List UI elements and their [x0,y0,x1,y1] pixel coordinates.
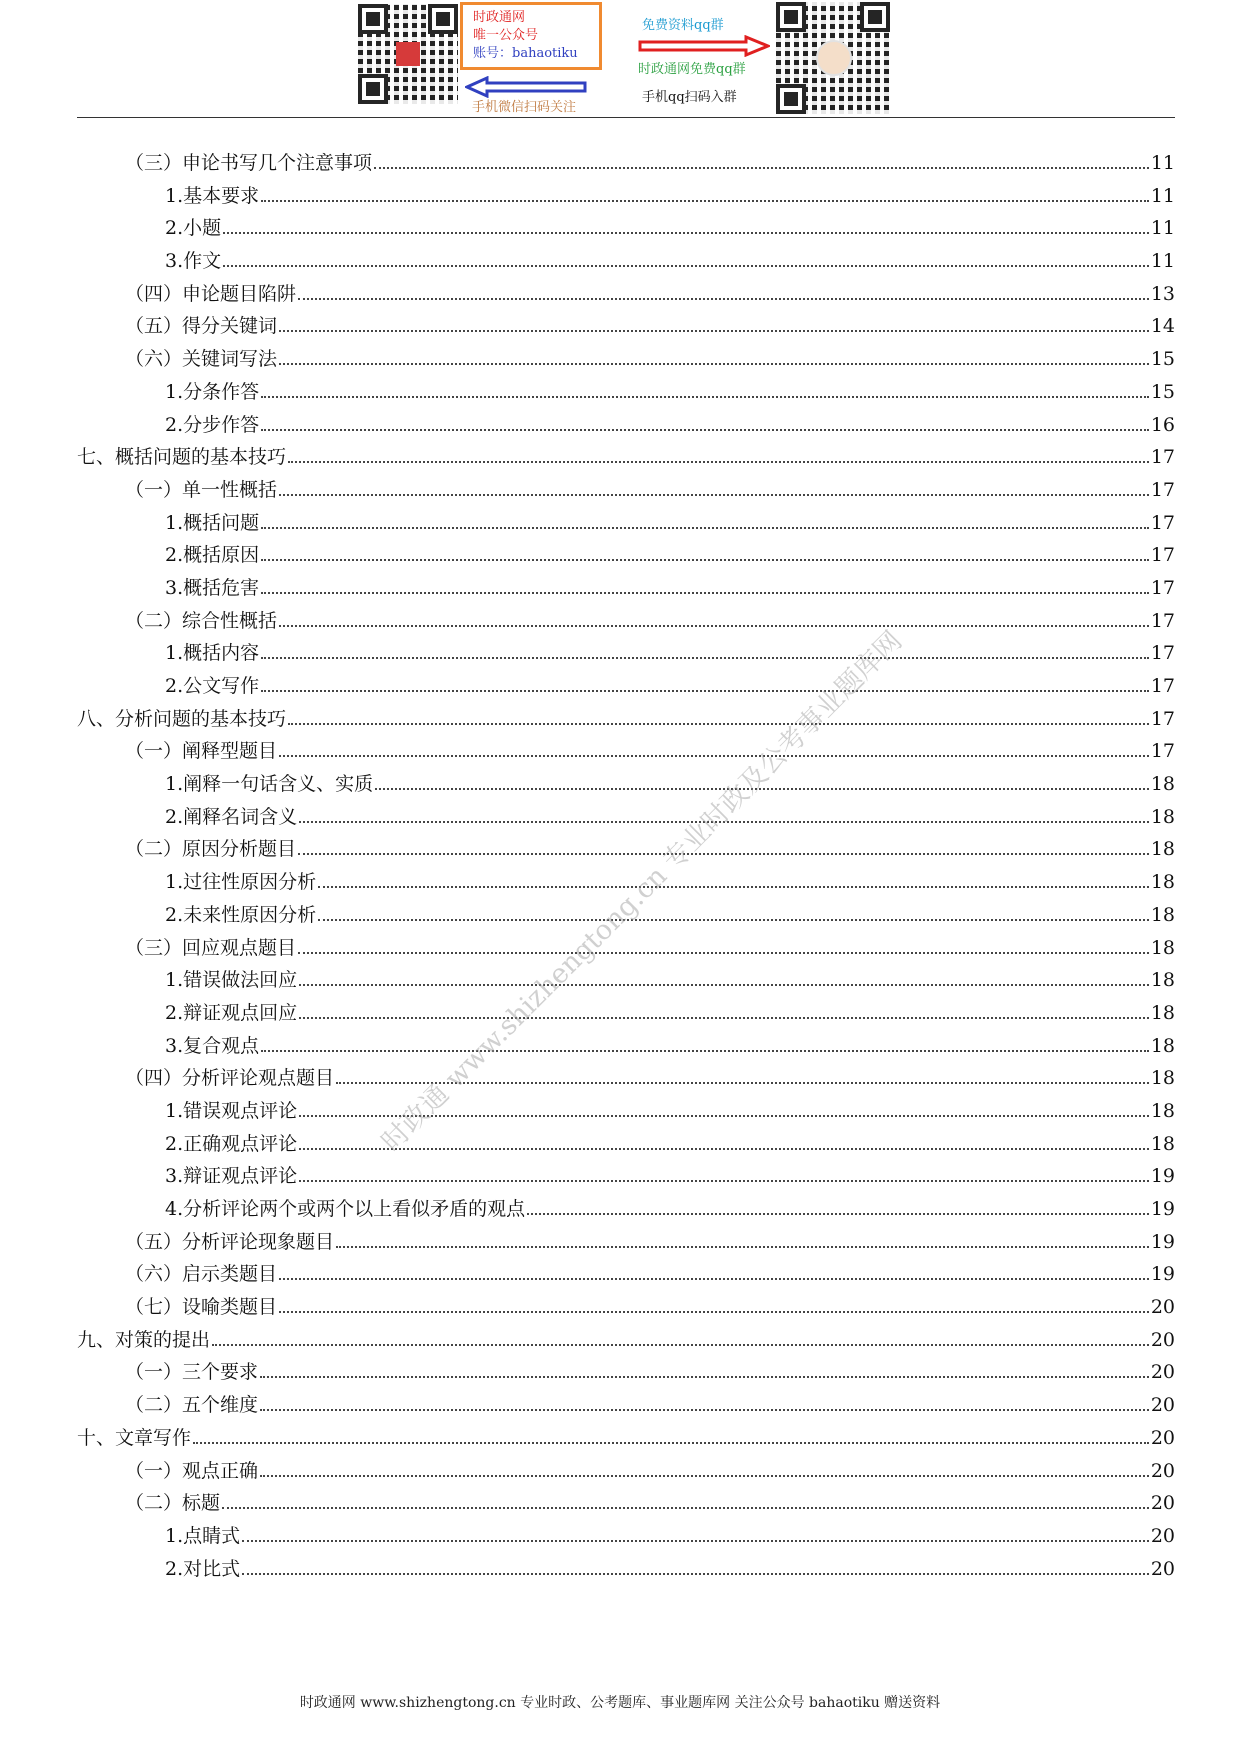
qr-logo [396,42,420,66]
dot-leader [261,1050,1149,1052]
toc-entry-page: 17 [1150,446,1175,469]
toc-entry-page: 19 [1150,1230,1175,1253]
toc-entry[interactable] [77,704,1175,737]
toc-entry-label: （七）设喻类题目 [125,1296,278,1319]
toc-entry-page: 18 [1150,1067,1175,1090]
toc-entry-page: 11 [1150,250,1175,273]
toc-entry-page: 17 [1150,707,1175,730]
toc-entry-page: 15 [1150,348,1175,371]
toc-entry[interactable] [77,671,1175,704]
toc-entry-label: 2.小题 [165,217,222,240]
dot-leader [242,1540,1149,1542]
toc-entry-label: 七、概括问题的基本技巧 [77,446,287,469]
toc-entry-label: 九、对策的提出 [77,1328,211,1351]
toc-entry-label: （六）启示类题目 [125,1263,278,1286]
dot-leader [288,461,1149,463]
toc-entry-label: （五）分析评论现象题目 [125,1230,335,1253]
dot-leader [261,592,1149,594]
toc-entry[interactable] [77,540,1175,573]
toc-entry[interactable] [77,638,1175,671]
toc-entry-label: （一）观点正确 [125,1459,259,1482]
dot-leader [318,919,1149,921]
toc-entry[interactable] [77,1521,1175,1554]
toc-entry[interactable] [77,1357,1175,1390]
toc-entry-page: 14 [1150,315,1175,338]
toc-entry[interactable] [77,1161,1175,1194]
toc-entry[interactable] [77,1227,1175,1260]
dot-leader [223,265,1149,267]
toc-entry-page: 18 [1150,773,1175,796]
toc-entry[interactable] [77,410,1175,443]
toc-entry[interactable] [77,573,1175,606]
toc-entry-page: 20 [1150,1557,1175,1580]
toc-entry[interactable] [77,1194,1175,1227]
toc-entry-page: 18 [1150,838,1175,861]
box-line: 唯一公众号 [473,28,539,43]
toc-entry-label: （一）三个要求 [125,1361,259,1384]
toc-entry[interactable] [77,965,1175,998]
dot-leader [279,1278,1149,1280]
toc-entry[interactable] [77,1554,1175,1587]
toc-entry-page: 18 [1150,871,1175,894]
toc-entry-page: 18 [1150,1034,1175,1057]
dot-leader [223,232,1149,234]
toc-entry-page: 17 [1150,511,1175,534]
dot-leader [288,723,1149,725]
dot-leader [193,1442,1149,1444]
toc-entry-label: （二）综合性概括 [125,609,278,632]
toc-entry[interactable] [77,1259,1175,1292]
toc-entry-page: 17 [1150,740,1175,763]
box-line: 账号：bahaotiku [473,46,578,61]
toc-entry-label: （五）得分关键词 [125,315,278,338]
toc-entry-label: 十、文章写作 [77,1426,192,1449]
toc-entry-page: 17 [1150,609,1175,632]
toc-entry-page: 18 [1150,1132,1175,1155]
toc-entry-page: 19 [1150,1165,1175,1188]
toc-entry[interactable] [77,1063,1175,1096]
dot-leader [279,1311,1149,1313]
toc-entry-label: 1.点睛式 [165,1524,241,1547]
toc-entry[interactable] [77,802,1175,835]
toc-entry-label: 2.正确观点评论 [165,1132,298,1155]
qq-caption: 手机qq扫码入群 [642,90,737,105]
arrow-left-icon [465,76,590,98]
toc-entry[interactable] [77,148,1175,181]
toc-entry-page: 11 [1150,152,1175,174]
toc-entry[interactable] [77,1325,1175,1358]
toc-entry[interactable] [77,181,1175,214]
toc-entry[interactable] [77,606,1175,639]
toc-entry[interactable] [77,1096,1175,1129]
toc-entry-label: 1.分条作答 [165,380,260,403]
toc-entry-page: 20 [1150,1328,1175,1351]
dot-leader [260,1376,1149,1378]
toc-entry-page: 18 [1150,1099,1175,1122]
toc-entry-page: 19 [1150,1198,1175,1220]
toc-entry-label: （六）关键词写法 [125,348,278,371]
dot-leader [298,298,1149,300]
dot-leader [242,1573,1149,1575]
toc-entry[interactable] [77,1390,1175,1423]
toc-entry-label: 2.阐释名词含义 [165,805,298,828]
dot-leader [261,200,1149,202]
wechat-caption: 手机微信扫码关注 [472,100,577,115]
toc-entry-page: 17 [1150,478,1175,501]
dot-leader [261,527,1149,529]
dot-leader [261,559,1149,561]
toc-entry-page: 20 [1150,1296,1175,1319]
toc-entry-label: 八、分析问题的基本技巧 [77,707,287,730]
dot-leader [279,363,1149,365]
dot-leader [299,1017,1149,1019]
dot-leader [298,952,1149,954]
dot-leader [261,657,1149,659]
toc-entry-label: 2.未来性原因分析 [165,903,317,926]
toc-entry[interactable] [77,508,1175,541]
toc-entry-page: 18 [1150,1001,1175,1024]
toc-entry-page: 20 [1150,1426,1175,1449]
page-footer: 时政通网 www.shizhengtong.cn 专业时政、公考题库、事业题库网 关注公众号 bahaotiku 赠送资料 [299,1695,941,1711]
dot-leader [298,853,1149,855]
dot-leader [260,1475,1149,1477]
arrow-right-icon [638,35,770,57]
toc-entry-label: （二）原因分析题目 [125,838,297,861]
toc-entry-label: 4.分析评论两个或两个以上看似矛盾的观点 [165,1198,526,1220]
toc-entry-page: 17 [1150,642,1175,665]
toc-entry-page: 11 [1150,217,1175,240]
qq-qr-code [776,2,890,114]
toc-entry-page: 17 [1150,544,1175,567]
toc-entry-page: 20 [1150,1459,1175,1482]
dot-leader [299,1180,1149,1182]
watermark: 时政通 www.shizhengtong.cn 专业时政及公考事业题库网 [375,625,909,1158]
toc-entry-label: 1.错误做法回应 [165,969,298,992]
box-line: 时政通网 [473,10,526,25]
toc-entry-label: （二）标题 [125,1492,221,1515]
dot-leader [336,1246,1149,1248]
toc-entry-label: （三）申论书写几个注意事项 [125,152,373,174]
wechat-qr-code [358,4,458,104]
toc-entry-page: 17 [1150,675,1175,697]
toc-entry-label: 3.作文 [165,250,222,273]
dot-leader [279,494,1149,496]
dot-leader [527,1213,1149,1215]
toc-entry-label: 3.复合观点 [165,1034,260,1057]
toc-entry-label: （二）五个维度 [125,1394,259,1417]
dot-leader [374,167,1149,169]
toc-entry[interactable] [77,279,1175,312]
toc-entry[interactable] [77,1292,1175,1325]
toc-entry[interactable] [77,933,1175,966]
toc-entry-page: 18 [1150,903,1175,926]
toc-entry-label: 1.基本要求 [165,184,260,207]
dot-leader [279,755,1149,757]
toc-entry[interactable] [77,769,1175,802]
toc-entry-label: 1.阐释一句话含义、实质 [165,773,374,796]
toc-entry-label: 2.分步作答 [165,413,260,436]
toc-entry-page: 17 [1150,576,1175,599]
toc-entry[interactable] [77,344,1175,377]
dot-leader [260,1409,1149,1411]
toc-entry[interactable] [77,311,1175,344]
promo-header [0,0,1240,118]
toc-entry[interactable] [77,1129,1175,1162]
toc-entry-page: 18 [1150,936,1175,959]
dot-leader [279,330,1149,332]
toc-entry-page: 20 [1150,1492,1175,1515]
dot-leader [261,396,1149,398]
toc-entry[interactable] [77,475,1175,508]
toc-entry-label: 1.概括问题 [165,511,260,534]
toc-entry[interactable] [77,1423,1175,1456]
toc-entry[interactable] [77,246,1175,279]
qq-group-label: 时政通网免费qq群 [638,62,746,77]
toc-entry-label: （一）阐释型题目 [125,740,278,763]
toc-entry-label: 2.对比式 [165,1557,241,1580]
table-of-contents [77,148,1175,1586]
dot-leader [212,1344,1149,1346]
header-divider [77,117,1175,118]
toc-entry-label: （一）单一性概括 [125,478,278,501]
toc-entry-page: 20 [1150,1361,1175,1384]
toc-entry-label: 2.辩证观点回应 [165,1001,298,1024]
toc-entry-label: 2.公文写作 [165,675,260,697]
toc-entry-label: 3.辩证观点评论 [165,1165,298,1188]
toc-entry[interactable] [77,1488,1175,1521]
toc-entry-page: 16 [1150,413,1175,436]
toc-entry-label: （三）回应观点题目 [125,936,297,959]
toc-entry[interactable] [77,377,1175,410]
toc-entry-label: 1.错误观点评论 [165,1099,298,1122]
toc-entry-label: 3.概括危害 [165,576,260,599]
dot-leader [299,1148,1149,1150]
toc-entry-page: 18 [1150,805,1175,828]
toc-entry-page: 19 [1150,1263,1175,1286]
toc-entry-page: 20 [1150,1524,1175,1547]
toc-entry[interactable] [77,736,1175,769]
wechat-account-box [460,2,602,70]
toc-entry[interactable] [77,442,1175,475]
toc-entry[interactable] [77,1031,1175,1064]
toc-entry[interactable] [77,998,1175,1031]
toc-entry[interactable] [77,213,1175,246]
dot-leader [261,429,1149,431]
dot-leader [279,625,1149,627]
toc-entry-page: 15 [1150,380,1175,403]
toc-entry-label: （四）申论题目陷阱 [125,282,297,305]
toc-entry[interactable] [77,1456,1175,1489]
toc-entry-page: 11 [1150,184,1175,207]
toc-entry-label: 2.概括原因 [165,544,260,567]
toc-entry-label: 1.过往性原因分析 [165,871,317,894]
dot-leader [299,984,1149,986]
toc-entry-page: 20 [1150,1394,1175,1417]
toc-entry[interactable] [77,834,1175,867]
dot-leader [318,886,1149,888]
dot-leader [222,1507,1149,1509]
toc-entry-label: 1.概括内容 [165,642,260,665]
qq-top-label: 免费资料qq群 [642,18,724,33]
dot-leader [261,690,1149,692]
toc-entry-page: 18 [1150,969,1175,992]
toc-entry-page: 13 [1150,282,1175,305]
avatar-icon [816,40,852,76]
toc-entry-label: （四）分析评论观点题目 [125,1067,335,1090]
